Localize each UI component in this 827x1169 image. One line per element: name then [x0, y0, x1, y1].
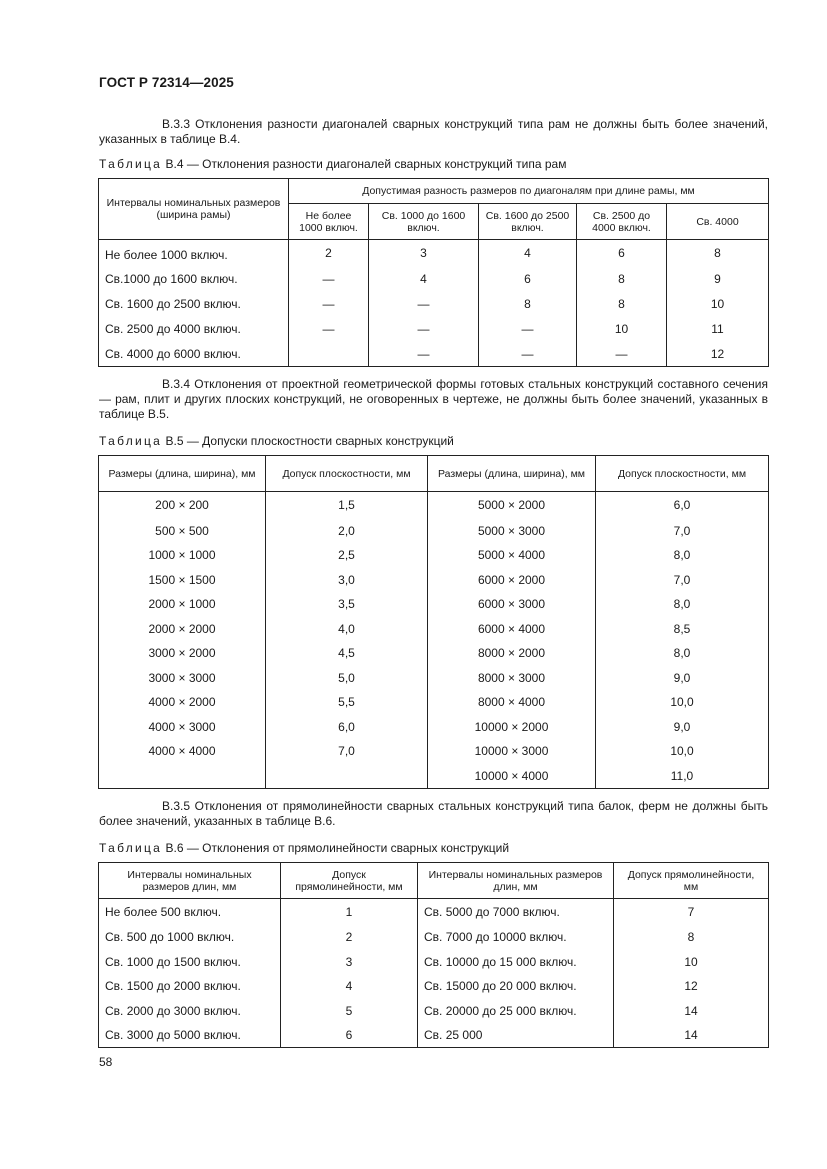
table-cell: 8000 × 4000 [428, 690, 596, 715]
table-cell: Св. 2500 до 4000 включ. [99, 317, 289, 342]
page-number: 58 [99, 1055, 113, 1069]
table-cell: 8,0 [596, 641, 769, 666]
table-b6 [98, 862, 769, 1048]
table-row [99, 739, 769, 764]
table-cell: 5000 × 4000 [428, 543, 596, 568]
table-cell: 10000 × 3000 [428, 739, 596, 764]
table-cell: 5000 × 3000 [428, 519, 596, 544]
table-cell: Св. 10000 до 15 000 включ. [418, 949, 614, 974]
table-cell: — [289, 267, 369, 292]
table-cell: 10000 × 4000 [428, 764, 596, 789]
table-cell: Св. 4000 до 6000 включ. [99, 342, 289, 367]
table-cell: 9 [667, 267, 769, 292]
table-b6-col-header: Допуск прямолинейности, мм [614, 863, 769, 899]
table-row [99, 999, 769, 1024]
table-b6-col-header: Интервалы номинальных размеров длин, мм [99, 863, 281, 899]
table-cell: 6 [479, 267, 577, 292]
table-cell: 2,5 [266, 543, 428, 568]
table-row [99, 240, 769, 267]
table-cell: 8 [577, 292, 667, 317]
table-b4-caption-title: В.4 — Отклонения разности диагоналей сварных конструкций типа рам [162, 157, 567, 171]
table-cell: 3,0 [266, 568, 428, 593]
table-b6-col-header: Допуск прямолинейности, мм [281, 863, 418, 899]
table-cell [99, 764, 266, 789]
table-row [99, 592, 769, 617]
table-cell: 9,0 [596, 715, 769, 740]
table-b4-caption [99, 157, 566, 172]
table-cell: 10 [577, 317, 667, 342]
table-row [99, 617, 769, 642]
table-cell: 6 [281, 1023, 418, 1048]
table-cell: 4000 × 4000 [99, 739, 266, 764]
table-cell: Св. 15000 до 20 000 включ. [418, 974, 614, 999]
table-cell: 7 [614, 899, 769, 925]
table-cell: Св. 1000 до 1500 включ. [99, 949, 281, 974]
table-cell: Св. 1600 до 2500 включ. [99, 292, 289, 317]
table-cell: Св. 20000 до 25 000 включ. [418, 999, 614, 1024]
table-cell: 3 [281, 949, 418, 974]
table-row [99, 715, 769, 740]
table-cell: 200 × 200 [99, 492, 266, 519]
table-row [99, 949, 769, 974]
table-cell: 6000 × 2000 [428, 568, 596, 593]
table-cell: — [289, 292, 369, 317]
table-row [99, 899, 769, 925]
table-cell: 4 [369, 267, 479, 292]
table-cell: 7,0 [596, 519, 769, 544]
table-cell: 12 [614, 974, 769, 999]
table-cell: — [479, 317, 577, 342]
table-b6-caption [99, 841, 509, 856]
table-cell: — [479, 342, 577, 367]
table-cell: 8 [577, 267, 667, 292]
table-cell: Св. 7000 до 10000 включ. [418, 925, 614, 950]
table-row [99, 568, 769, 593]
table-cell: 7,0 [266, 739, 428, 764]
table-cell: 6000 × 3000 [428, 592, 596, 617]
table-cell: 7,0 [596, 568, 769, 593]
table-cell: 2000 × 1000 [99, 592, 266, 617]
table-cell: 6000 × 4000 [428, 617, 596, 642]
table-cell [266, 764, 428, 789]
table-row [99, 317, 769, 342]
table-row [99, 267, 769, 292]
table-row [99, 1023, 769, 1048]
table-cell: 4000 × 3000 [99, 715, 266, 740]
table-b4-col-header: Не более 1000 включ. [289, 204, 369, 240]
table-cell: 3,5 [266, 592, 428, 617]
table-cell [289, 342, 369, 367]
table-cell: 2 [289, 240, 369, 267]
table-cell: 12 [667, 342, 769, 367]
table-b4-col-header: Св. 1600 до 2500 включ. [479, 204, 577, 240]
table-b4-caption-prefix: Таблица [99, 157, 163, 171]
table-b4-col-header: Св. 1000 до 1600 включ. [369, 204, 479, 240]
table-cell: 14 [614, 999, 769, 1024]
table-row [99, 492, 769, 519]
table-cell: 6,0 [596, 492, 769, 519]
table-cell: Не более 500 включ. [99, 899, 281, 925]
table-cell: 500 × 500 [99, 519, 266, 544]
table-cell: 8,0 [596, 543, 769, 568]
table-b5-caption-prefix: Таблица [99, 434, 163, 448]
table-cell: 3000 × 2000 [99, 641, 266, 666]
table-cell: 8 [479, 292, 577, 317]
table-cell: 2000 × 2000 [99, 617, 266, 642]
table-cell: 2,0 [266, 519, 428, 544]
table-cell: Св. 3000 до 5000 включ. [99, 1023, 281, 1048]
table-b4-group-header: Допустимая разность размеров по диагоналям при длине рамы, мм [289, 179, 769, 204]
table-b5-col-header: Допуск плоскостности, мм [266, 456, 428, 492]
table-cell: 11,0 [596, 764, 769, 789]
table-b6-caption-prefix: Таблица [99, 841, 163, 855]
table-cell: — [369, 292, 479, 317]
table-row [99, 974, 769, 999]
table-cell: 8 [667, 240, 769, 267]
table-cell: 10,0 [596, 690, 769, 715]
table-cell: 4 [479, 240, 577, 267]
table-cell: 10,0 [596, 739, 769, 764]
table-row [99, 342, 769, 367]
table-cell: 11 [667, 317, 769, 342]
table-cell: 1000 × 1000 [99, 543, 266, 568]
table-b5-col-header: Размеры (длина, ширина), мм [99, 456, 266, 492]
table-cell: — [369, 317, 479, 342]
table-cell: 8 [614, 925, 769, 950]
table-b5-caption [99, 434, 454, 449]
table-cell: — [577, 342, 667, 367]
table-cell: — [369, 342, 479, 367]
table-cell: Св. 5000 до 7000 включ. [418, 899, 614, 925]
table-cell: 8,5 [596, 617, 769, 642]
table-cell: 4,0 [266, 617, 428, 642]
table-cell: Не более 1000 включ. [99, 240, 289, 267]
table-cell: 4 [281, 974, 418, 999]
table-b4-col-header: Св. 4000 [667, 204, 769, 240]
table-cell: 4000 × 2000 [99, 690, 266, 715]
table-b5-col-header: Допуск плоскостности, мм [596, 456, 769, 492]
table-b4 [98, 178, 769, 367]
table-cell: 1500 × 1500 [99, 568, 266, 593]
table-row [99, 292, 769, 317]
table-cell: 3000 × 3000 [99, 666, 266, 691]
table-row [99, 641, 769, 666]
table-cell: 3 [369, 240, 479, 267]
document-header: ГОСТ Р 72314—2025 [99, 75, 234, 90]
table-cell: 1,5 [266, 492, 428, 519]
table-cell: Св. 500 до 1000 включ. [99, 925, 281, 950]
table-b4-row-header: Интервалы номинальных размеров (ширина рамы) [99, 179, 289, 240]
table-cell: — [289, 317, 369, 342]
table-b4-col-header: Св. 2500 до 4000 включ. [577, 204, 667, 240]
paragraph-b34: В.3.4 Отклонения от проектной геометрической формы готовых стальных конструкций составного сечения — рам, плит и других плоских конструкций, не оговоренных в чертеже, не должны быть более значений, указанных в таблице В.5. [99, 377, 768, 421]
table-b5-col-header: Размеры (длина, ширина), мм [428, 456, 596, 492]
table-row [99, 666, 769, 691]
table-b5-caption-title: В.5 — Допуски плоскостности сварных конструкций [162, 434, 454, 448]
table-row [99, 764, 769, 789]
table-row [99, 543, 769, 568]
table-cell: 8000 × 3000 [428, 666, 596, 691]
table-cell: Св. 25 000 [418, 1023, 614, 1048]
table-cell: 5 [281, 999, 418, 1024]
table-cell: 9,0 [596, 666, 769, 691]
table-cell: 5,5 [266, 690, 428, 715]
table-b6-caption-title: В.6 — Отклонения от прямолинейности сварных конструкций [162, 841, 510, 855]
table-cell: 10 [667, 292, 769, 317]
table-cell: 5000 × 2000 [428, 492, 596, 519]
paragraph-b33: В.3.3 Отклонения разности диагоналей сварных конструкций типа рам не должны быть более значений, указанных в таблице В.4. [99, 117, 768, 146]
table-cell: 10000 × 2000 [428, 715, 596, 740]
table-row [99, 519, 769, 544]
paragraph-b35: В.3.5 Отклонения от прямолинейности сварных стальных конструкций типа балок, ферм не должны быть более значений, указанных в таблице В.6. [99, 799, 768, 828]
table-b6-col-header: Интервалы номинальных размеров длин, мм [418, 863, 614, 899]
table-cell: 10 [614, 949, 769, 974]
table-row [99, 690, 769, 715]
table-b5 [98, 455, 769, 789]
table-cell: 8,0 [596, 592, 769, 617]
table-cell: 4,5 [266, 641, 428, 666]
table-cell: 14 [614, 1023, 769, 1048]
table-cell: 2 [281, 925, 418, 950]
table-cell: 5,0 [266, 666, 428, 691]
table-cell: 1 [281, 899, 418, 925]
table-row [99, 925, 769, 950]
table-cell: Св. 1500 до 2000 включ. [99, 974, 281, 999]
table-cell: 6 [577, 240, 667, 267]
table-cell: Св.1000 до 1600 включ. [99, 267, 289, 292]
table-cell: 6,0 [266, 715, 428, 740]
table-cell: Св. 2000 до 3000 включ. [99, 999, 281, 1024]
table-cell: 8000 × 2000 [428, 641, 596, 666]
